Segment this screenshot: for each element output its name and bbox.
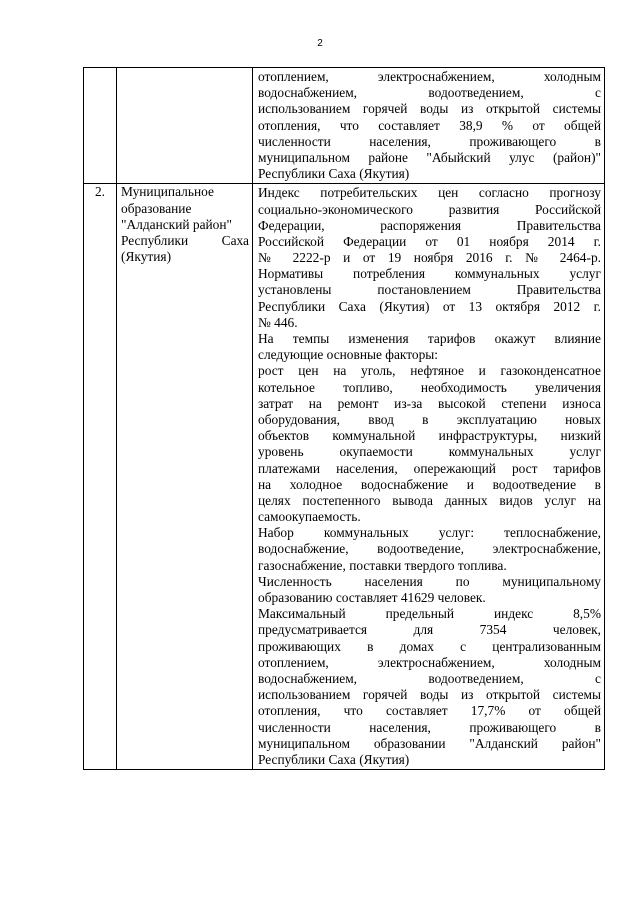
text-line: № 2222-р и от 19 ноября 2016 г. № 2464-р.	[258, 250, 601, 266]
text-line: использованием горячей воды из открытой системы	[258, 687, 601, 703]
text-line: проживающих в домах с централизованным	[258, 638, 601, 654]
text-line: социально-экономического развития Российской	[258, 201, 601, 217]
text-line: рост цен на уголь, нефтяное и газоконденсатное	[258, 363, 601, 379]
text-line: Республики Саха (Якутия)	[258, 751, 410, 767]
text-line: уровень окупаемости коммунальных услуг	[258, 444, 601, 460]
row-number-cell	[84, 184, 117, 770]
text-line: газоснабжение, поставки твердого топлива.	[258, 557, 507, 573]
paragraph	[258, 574, 601, 606]
text-line: платежами населения, опережающий рост тарифов	[258, 460, 601, 476]
page-number: 2	[317, 38, 323, 49]
text-line: отопления, что составляет 17,7% от общей	[258, 703, 601, 719]
text-line: объектов коммунальной инфраструктуры, низкий	[258, 428, 601, 444]
text-line: целях постепенного вывода данных видов услуг на	[258, 492, 601, 508]
text-line: использованием горячей воды из открытой системы	[258, 101, 601, 117]
table-row	[84, 68, 605, 184]
description-cell	[253, 68, 605, 184]
row-number: 2.	[94, 184, 106, 200]
municipality-name-line: Республики Саха	[121, 232, 249, 248]
text-line: следующие основные факторы:	[258, 347, 439, 363]
text-line: На темпы изменения тарифов окажут влияние	[258, 331, 601, 346]
text-line: Нормативы потребления коммунальных услуг	[258, 266, 601, 282]
text-line: Набор коммунальных услуг: теплоснабжение,	[258, 525, 601, 541]
text-line: Республики Саха (Якутия) от 13 октября 2012 г.	[258, 298, 601, 314]
text-line: самоокупаемость.	[258, 509, 361, 525]
text-line: образованию составляет 41629 человек.	[258, 590, 486, 605]
text-line: на холодное водоснабжение и водоотведение в	[258, 476, 601, 492]
text-line: № 446.	[258, 314, 298, 330]
text-line: водоснабжение, водоотведение, электроснабжение,	[258, 541, 601, 557]
text-line: котельное топливо, необходимость увеличения	[258, 379, 601, 395]
municipality-name-line: образование	[121, 200, 192, 216]
paragraph	[258, 331, 601, 363]
paragraph	[258, 363, 601, 525]
text-line: Российской Федерации от 01 ноября 2014 г.	[258, 233, 601, 249]
tariff-table	[83, 67, 605, 770]
text-line: отоплением, электроснабжением, холодным	[258, 69, 601, 84]
text-line: установлены постановлением Правительства	[258, 282, 601, 298]
paragraph	[258, 185, 601, 331]
row-number-cell	[84, 68, 117, 184]
text-line: водоснабжением, водоотведением, с	[258, 670, 601, 686]
text-line: водоснабжением, водоотведением, с	[258, 85, 601, 101]
text-line: затрат на ремонт из-за высокой степени износа	[258, 395, 601, 411]
table-row	[84, 184, 605, 770]
text-line: численности населения, проживающего в	[258, 133, 601, 149]
paragraph	[258, 525, 601, 574]
text-line: Максимальный предельный индекс 8,5%	[258, 606, 601, 622]
text-line: муниципальном образовании "Алданский район"	[258, 735, 601, 751]
municipality-name-line: Муниципальное	[121, 184, 214, 200]
municipality-cell	[117, 68, 253, 184]
text-line: Индекс потребительских цен согласно прогнозу	[258, 185, 601, 201]
municipality-name-line: (Якутия)	[121, 249, 172, 265]
paragraph	[258, 606, 601, 768]
text-line: отоплением, электроснабжением, холодным	[258, 654, 601, 670]
text-line: предусматривается для 7354 человек,	[258, 622, 601, 638]
municipality-cell	[117, 184, 253, 770]
municipality-name-line: "Алданский район"	[121, 216, 233, 232]
text-line: численности населения, проживающего в	[258, 719, 601, 735]
text-line: Республики Саха (Якутия)	[258, 166, 410, 182]
text-line: муниципальном районе "Абыйский улус (район)"	[258, 149, 601, 165]
text-line: отопления, что составляет 38,9 % от общей	[258, 117, 601, 133]
text-line: Численность населения по муниципальному	[258, 573, 601, 589]
description-cell	[253, 184, 605, 770]
text-line: Федерации, распоряжения Правительства	[258, 217, 601, 233]
text-line: оборудования, ввод в эксплуатацию новых	[258, 411, 601, 427]
